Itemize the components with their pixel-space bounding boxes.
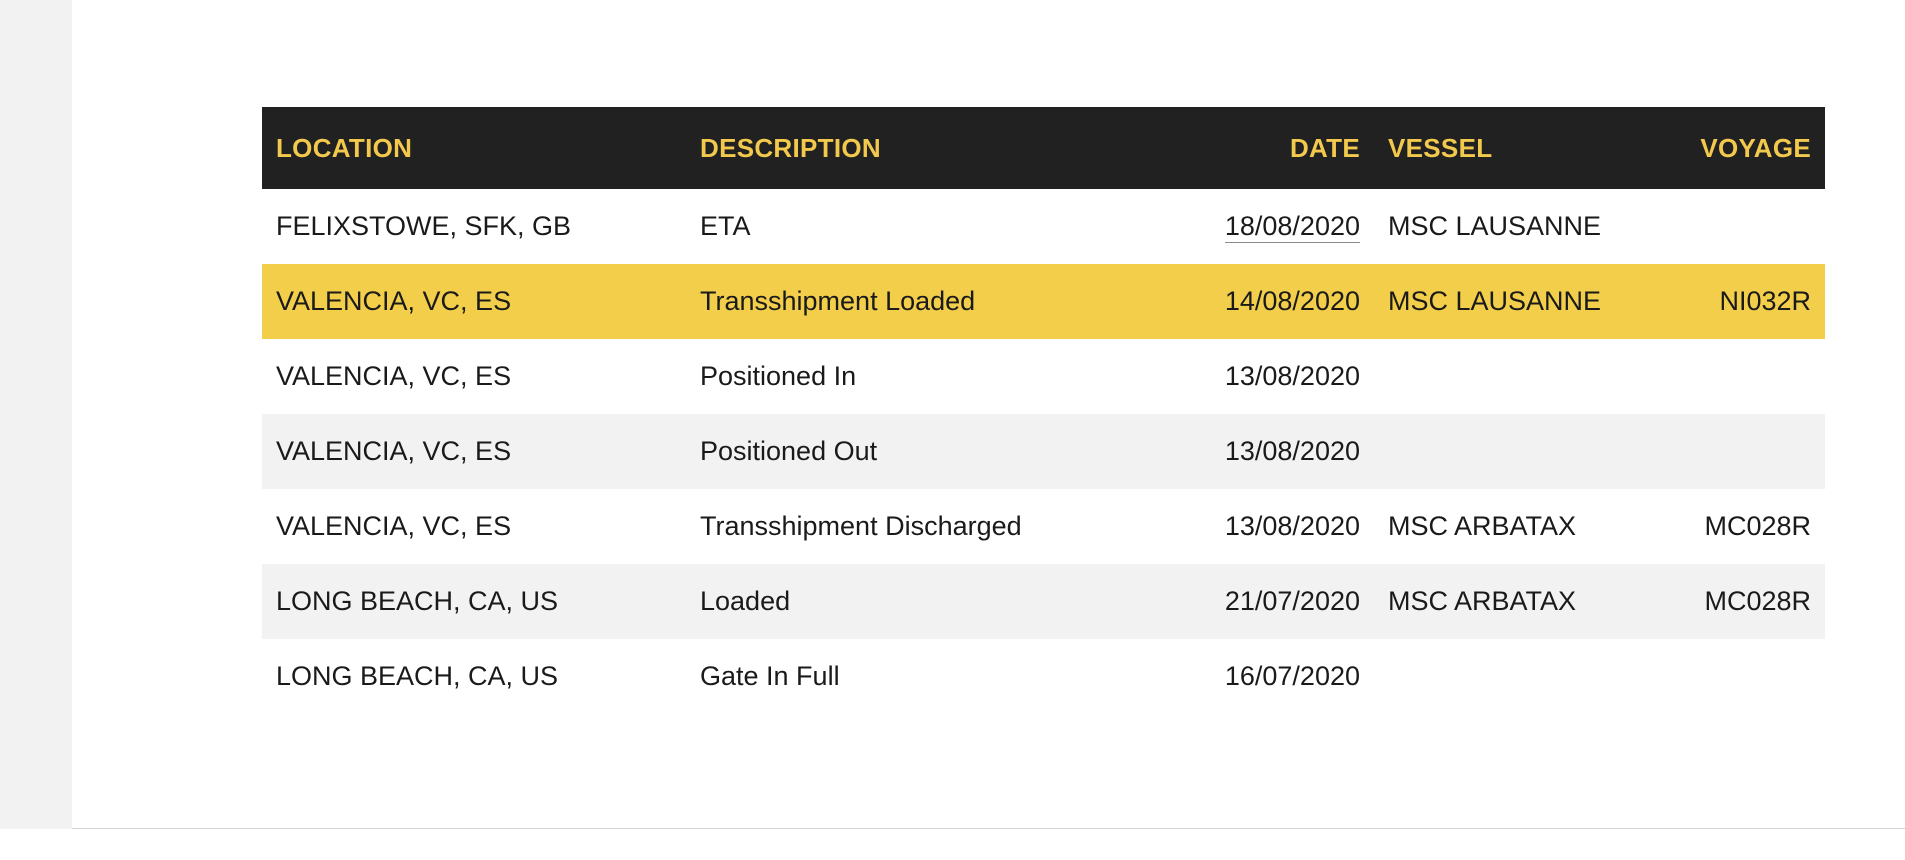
cell-location: VALENCIA, VC, ES [276,286,512,316]
cell-location: LONG BEACH, CA, US [276,661,559,691]
cell-location: FELIXSTOWE, SFK, GB [276,211,572,241]
cell-location: VALENCIA, VC, ES [276,511,512,541]
left-gutter [0,0,72,860]
cell-date: 14/08/2020 [1224,286,1360,316]
shipment-tracking-table [262,107,1825,714]
cell-date: 13/08/2020 [1224,511,1360,541]
column-header-location: LOCATION [262,107,686,189]
cell-voyage [1644,414,1825,489]
column-header-date: DATE [1146,107,1374,189]
cell-description: Positioned Out [700,436,878,466]
column-header-description: DESCRIPTION [686,107,1146,189]
cell-vessel: MSC LAUSANNE [1388,286,1602,316]
cell-description: Gate In Full [700,661,840,691]
table-row [262,264,1825,339]
column-header-vessel: VESSEL [1374,107,1644,189]
cell-description: Transshipment Loaded [700,286,976,316]
cell-location: VALENCIA, VC, ES [276,436,512,466]
cell-date: 21/07/2020 [1224,586,1360,616]
cell-date-value: 18/08/2020 [1224,211,1360,241]
bottom-strip [0,829,1905,860]
cell-vessel [1374,339,1644,414]
table-header-row [262,107,1825,189]
cell-date: 16/07/2020 [1224,661,1360,691]
table-row [262,639,1825,714]
column-header-voyage: VOYAGE [1644,107,1825,189]
cell-voyage [1644,189,1825,264]
cell-location: LONG BEACH, CA, US [276,586,559,616]
cell-voyage: MC028R [1704,511,1811,541]
cell-date [1146,189,1374,264]
document-sheet [72,0,1905,829]
table-row [262,489,1825,564]
cell-vessel: MSC LAUSANNE [1388,211,1602,241]
cell-voyage [1644,339,1825,414]
cell-voyage [1644,639,1825,714]
cell-vessel [1374,639,1644,714]
cell-voyage: MC028R [1704,586,1811,616]
table-row [262,414,1825,489]
cell-location: VALENCIA, VC, ES [276,361,512,391]
cell-vessel: MSC ARBATAX [1388,586,1577,616]
table-row [262,564,1825,639]
cell-date: 13/08/2020 [1224,436,1360,466]
cell-vessel [1374,414,1644,489]
cell-vessel: MSC ARBATAX [1388,511,1577,541]
cell-description: ETA [700,211,751,241]
table-body [262,189,1825,714]
cell-description: Transshipment Discharged [700,511,1022,541]
cell-description: Loaded [700,586,791,616]
cell-voyage: NI032R [1719,286,1811,316]
cell-date: 13/08/2020 [1224,361,1360,391]
table-row [262,339,1825,414]
cell-description: Positioned In [700,361,857,391]
table-row [262,189,1825,264]
table-header [262,107,1825,189]
